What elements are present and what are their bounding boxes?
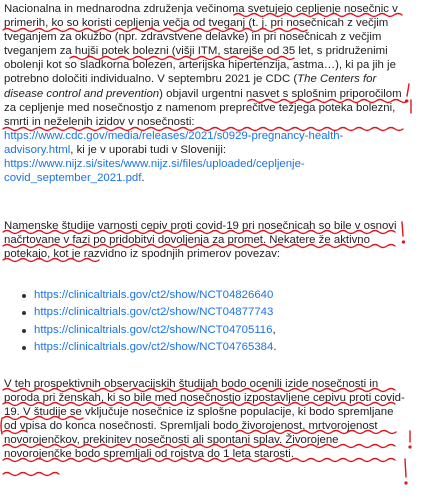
exclamation-dot <box>404 481 407 484</box>
cdc-advisory-link[interactable]: https://www.cdc.gov/media/releases/2021/s0929-pregnancy-health-advisory.html <box>4 129 344 156</box>
exclamation-dot <box>408 445 411 448</box>
paragraph-safety-studies: Namenske študije varnosti cepiv proti covid-19 pri nosečnicah so bile v osnovi načrtovane v fazi po pridobitvi dovoljenja za promet. Nekatere že aktivno potekajo, kot je razvidno iz spodnjih primerov povezav: <box>4 220 397 261</box>
paragraph-study-outcomes: V teh prospektivnih observacijskih študijah bodo ocenili izide nosečnosti in poroda pri ženskah, ki so bile med nosečnostjo izpostavljene cepivu proti covid-19. V študije se vključuje nosečnice iz splošne populacije, ki bodo spremljane od vpisa do konca nosečnosti. Spremljali bodo živorojenost, mrtvorojenost novorojenčkov, prekinitev nosečnosti ali spontani splav. Živorojene novorojenčke bodo spremljali od rojstva do 1 leta starosti. <box>4 378 405 461</box>
clinical-trial-link-4[interactable]: https://clinicaltrials.gov/ct2/show/NCT04765384 <box>34 341 274 354</box>
clinical-trials-link-list <box>4 288 277 358</box>
clinical-trial-link-3[interactable]: https://clinicaltrials.gov/ct2/show/NCT04705116 <box>34 323 273 336</box>
nijz-pdf-link[interactable]: https://www.nijz.si/sites/www.nijz.si/files/uploaded/cepljenje-covid_september_2021.pdf <box>4 158 305 185</box>
list-item: https://clinicaltrials.gov/ct2/show/NCT04705116, <box>34 323 276 336</box>
paragraph1-text-end: . <box>141 172 145 185</box>
clinical-trial-link-1[interactable]: https://clinicaltrials.gov/ct2/show/NCT04826640 <box>34 289 274 301</box>
list-suffix: . <box>273 341 277 354</box>
margin-bracket <box>1 418 2 434</box>
list-item <box>34 288 277 303</box>
list-item <box>34 340 277 355</box>
paragraph1-text-start: Nacionalna in mednarodna združenja večinoma svetujejo cepljenje nosečnic v primerih, ko so koristi cepljenja večja od tveganj (t. j. pri nosečnicah z večjim tveganjem za okužbo (npr. zdravstvene delavke) in pri nosečnicah z večjim tveganjem za hujši potek bolezni (višji ITM, starejše od 35 let, s pridruženimi obolenji kot so sladkorna bolezen, arterijska hipertenzija, astma…), ki pa jih je potrebno določiti individualno. V septembru 2021 je CDC ( <box>4 3 398 86</box>
cdc-full-name: The Centers for disease control and prevention <box>4 73 377 100</box>
paragraph1-text-after-link: , ki je v uporabi tudi v Sloveniji: <box>70 143 227 156</box>
paragraph-vaccination-recommendations <box>4 2 408 185</box>
paragraph1-text-mid: ) objavil urgentni nasvet s splošnim priporočilom za cepljenje med nosečnostjo z namenom preprečitve težjega poteka bolezni, smrti in neželenih izidov v nosečnosti: <box>4 87 402 128</box>
clinical-trial-link-2[interactable]: https://clinicaltrials.gov/ct2/show/NCT04877743 <box>34 306 274 319</box>
list-item <box>34 305 277 320</box>
squiggle-underline <box>3 473 59 476</box>
exclamation-stroke <box>405 459 406 477</box>
